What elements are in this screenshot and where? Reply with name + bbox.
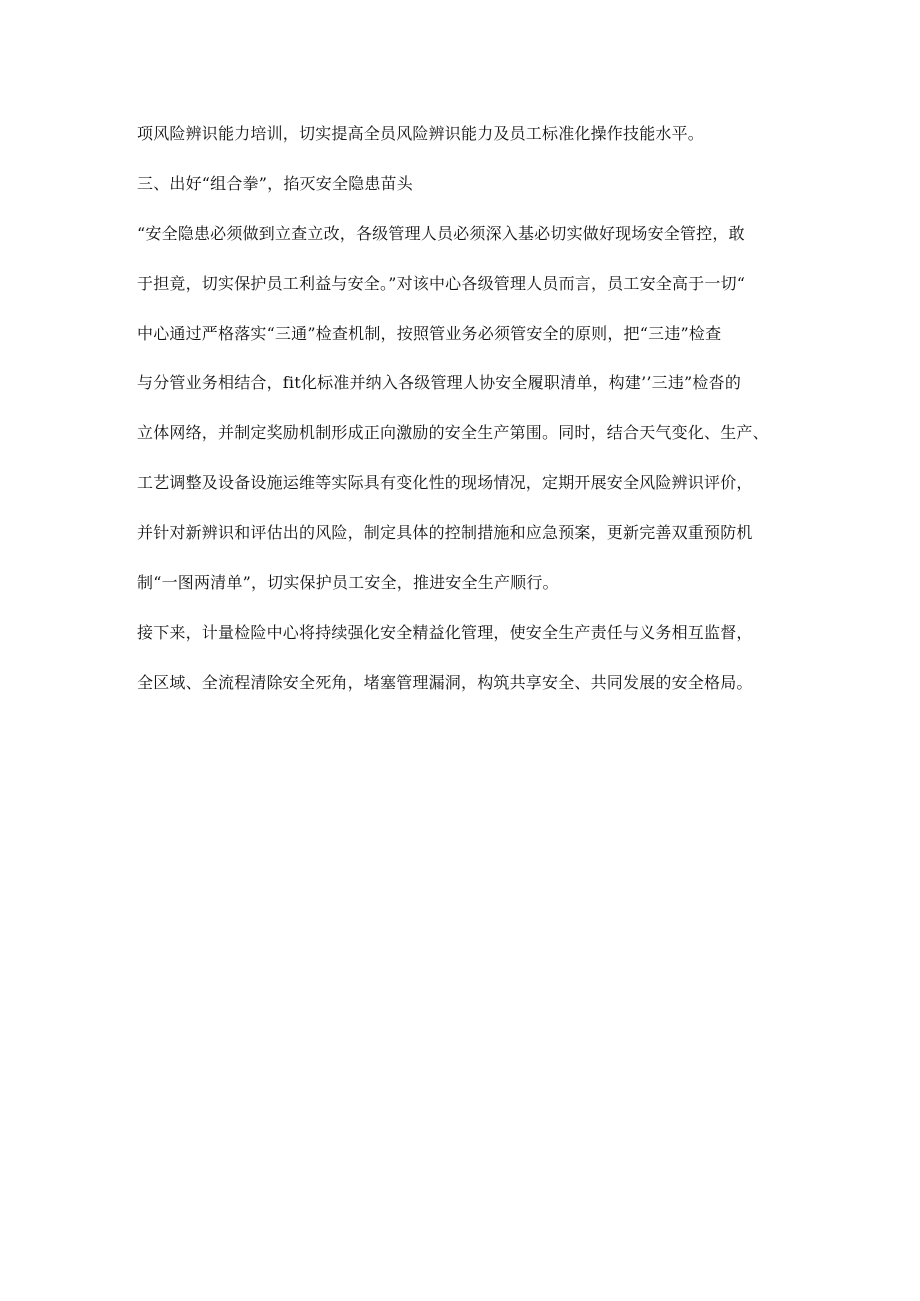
text-line: 工艺调整及设备设施运维等实际具有变化性的现场情况，定期开展安全风险辨识评价， [137, 473, 753, 492]
text-line: 与分管业务相结合，fit化标准并纳入各级管理人协安全履职清单，构建’’三违”检沓的 [137, 373, 742, 392]
text-line: 全区域、全流程清除安全死角，堵塞管理漏洞，构筑共享安全、共同发展的安全格局。 [137, 673, 753, 692]
section-heading: 三、出好“组合拳”，掐灭安全隐患苗头 [137, 174, 413, 193]
text-line: 于担竟，切实保护员工利益与安全。”对该中心各级管理人员而言，员工安全高于一切“ [137, 274, 746, 293]
text-line: “安全隐患必须做到立查立改，各级管理人员必须深入基必切实做好现场安全管控，敢 [137, 224, 745, 243]
text-line: 并针对新辨识和评估出的风险，制定具体的控制措施和应急预案，更新完善双重预防机 [137, 523, 753, 542]
text-line: 中心通过严格落实“三通”检查机制，按照管业务必须管安全的原则，把“三违”检查 [137, 324, 722, 343]
text-line: 接下来，计量检险中心将持续强化安全精益化管理，使安全生产责任与义务相互监督， [137, 623, 753, 642]
text-line: 项风险辨识能力培训，切实提高全员风险辨识能力及员工标准化操作技能水平。 [137, 124, 705, 143]
text-line: 立体网络，并制定奖励机制形成正向激励的安全生产第围。同时，结合天气变化、生产、 [137, 423, 769, 442]
text-line: 制“一图两清单”，切实保护员工安全，推进安全生产顺行。 [137, 573, 559, 592]
